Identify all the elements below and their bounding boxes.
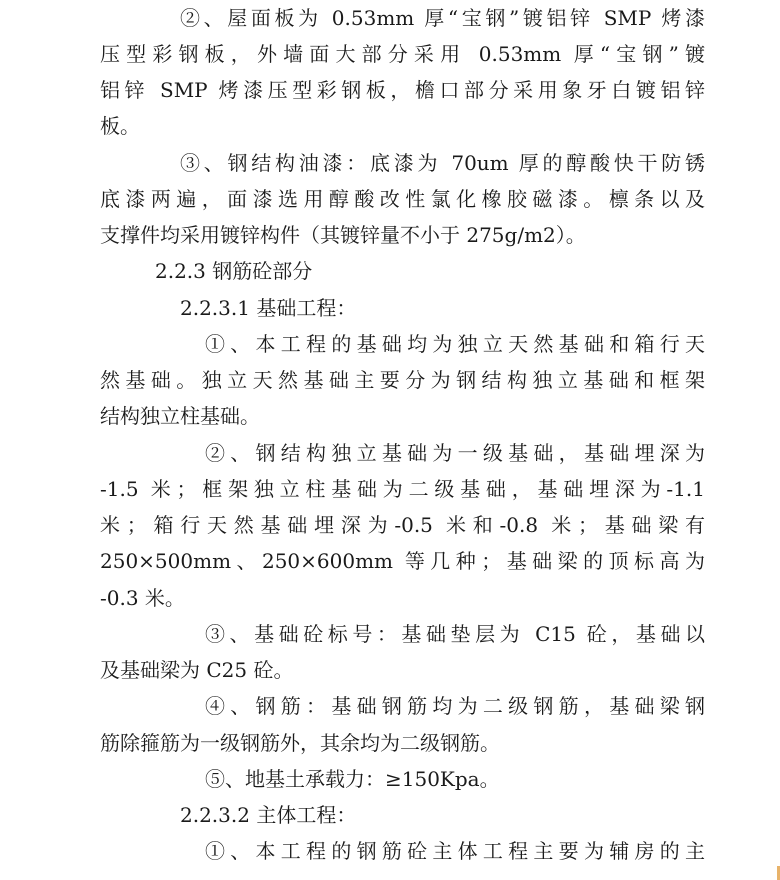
text-line: 板。	[100, 114, 140, 138]
text-line: ③、钢结构油漆：底漆为 70um 厚的醇酸快干防锈	[180, 151, 705, 175]
text-line: 压型彩钢板，外墙面大部分采用 0.53mm 厚“宝钢”镀	[100, 42, 705, 66]
text-line: 结构独立柱基础。	[100, 404, 260, 428]
section-heading: 2.2.3 钢筋砼部分	[155, 259, 313, 283]
text-line: ④、钢筋：基础钢筋均为二级钢筋，基础梁钢	[205, 694, 705, 718]
text-line: 底漆两遍，面漆选用醇酸改性氯化橡胶磁漆。檩条以及	[100, 187, 705, 211]
text-line: 250×500mm、250×600mm 等几种；基础梁的顶标高为	[100, 549, 705, 573]
text-line: ③、基础砼标号：基础垫层为 C15 砼，基础以	[205, 622, 705, 646]
subsection-heading: 2.2.3.1 基础工程：	[180, 296, 357, 320]
text-line: ②、屋面板为 0.53mm 厚“宝钢”镀铝锌 SMP 烤漆	[180, 6, 705, 30]
text-line: ②、钢结构独立基础为一级基础，基础埋深为	[205, 441, 705, 465]
text-line: 铝锌 SMP 烤漆压型彩钢板，檐口部分采用象牙白镀铝锌	[100, 78, 705, 102]
text-line: ⑤、地基土承载力：≥150Kpa。	[205, 767, 500, 791]
text-line: ①、本工程的钢筋砼主体工程主要为辅房的主	[205, 839, 705, 863]
text-line: 然基础。独立天然基础主要分为钢结构独立基础和框架	[100, 368, 705, 392]
text-line: 支撑件均采用镀锌构件（其镀锌量不小于 275g/m2）。	[100, 223, 586, 247]
text-line: ①、本工程的基础均为独立天然基础和箱行天	[205, 332, 705, 356]
text-line: 筋除箍筋为一级钢筋外，其余均为二级钢筋。	[100, 731, 500, 755]
subsection-heading: 2.2.3.2 主体工程：	[180, 803, 357, 827]
text-line: 米；箱行天然基础埋深为-0.5 米和-0.8 米；基础梁有	[100, 513, 705, 537]
text-line: -1.5 米；框架独立柱基础为二级基础，基础埋深为-1.1	[100, 477, 705, 501]
text-line: 及基础梁为 C25 砼。	[100, 658, 294, 682]
text-line: -0.3 米。	[100, 586, 185, 610]
